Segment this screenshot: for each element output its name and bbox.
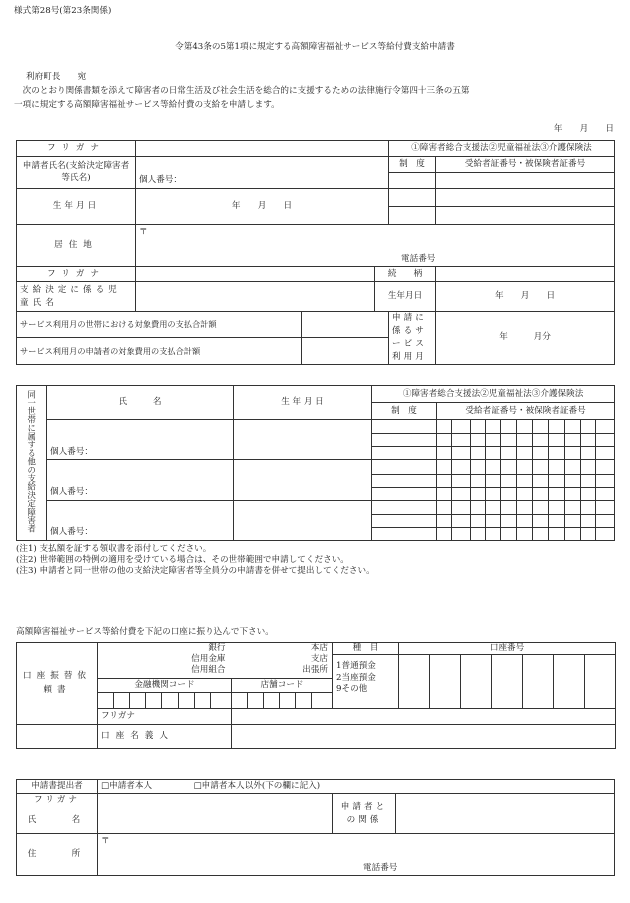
submitter-phone-label: 電話番号	[363, 863, 398, 874]
household-cert-header: 受給者証番号・被保険者証番号	[437, 403, 615, 420]
account-holder-label: 口座名義人	[98, 725, 232, 749]
mynumber-label: 個人番号：	[139, 175, 182, 186]
institution-code-label: 金融機関コード	[98, 679, 232, 693]
form-title: 令第43条の5第1項に規定する高額障害福祉サービス等給付費支給申請書	[175, 42, 455, 52]
birth-label: 生年月日	[17, 189, 136, 225]
branch-code-label: 店舗コード	[232, 679, 333, 693]
address-field[interactable]	[136, 225, 615, 267]
form-number: 様式第28号(第23条関係)	[14, 6, 112, 16]
option-other[interactable]: □申請者本人以外(下の欄に記入)	[193, 781, 321, 792]
relation-field[interactable]	[396, 794, 615, 834]
submitter-postal-mark: 〒	[101, 836, 110, 846]
bank-label: 口座振替依頼書	[17, 643, 98, 725]
member-3-birth[interactable]	[234, 500, 372, 540]
service-month-label: 申請に係るサービス利用月	[389, 312, 436, 365]
furigana-label: フリガナ	[17, 141, 136, 157]
notes	[16, 544, 375, 578]
system-cell-3[interactable]	[389, 207, 436, 225]
cert-number-header: 受給者証番号・被保険者証番号	[436, 157, 615, 173]
note-2: (注2) 世帯範囲の特例の適用を受けている場合は、その世帯範囲で申請してください。	[16, 555, 349, 566]
member-1-birth[interactable]	[234, 420, 372, 460]
application-date: 年 月 日	[553, 124, 614, 134]
submitter-address-label: 住 所	[17, 834, 98, 876]
child-birth-value[interactable]: 年 月 日	[436, 282, 615, 312]
member-2-birth[interactable]	[234, 460, 372, 500]
addressee: 利府町長 宛	[26, 72, 87, 82]
submitter-name-field[interactable]	[98, 794, 333, 834]
member-2-name[interactable]: 個人番号：	[47, 460, 234, 500]
account-number-header: 口座番号	[399, 643, 616, 655]
submitter-address-field[interactable]	[98, 834, 615, 876]
phone-label: 電話番号	[401, 254, 436, 265]
household-total-field[interactable]	[302, 312, 389, 338]
account-holder-field[interactable]	[232, 725, 616, 749]
submitter-furigana-label: フリガナ	[17, 794, 98, 808]
bank-heading: 高額障害福祉サービス等給付費を下記の口座に振り込んで下さい。	[16, 627, 274, 637]
member-1-name[interactable]: 個人番号：	[47, 420, 234, 460]
submitter-options[interactable]	[98, 780, 615, 794]
applicant-name-field[interactable]	[136, 157, 389, 189]
holder-furigana-field[interactable]	[232, 709, 616, 725]
household-total-label: サービス利用月の世帯における対象費用の支払合計額	[17, 312, 302, 338]
household-law-header: ①障害者総合支援法②児童福祉法③介護保険法	[372, 386, 615, 403]
intro-line-1: 次のとおり関係書類を添えて障害者の日常生活及び社会生活を総合的に支援するための法律施行令第四十三条の五第	[14, 86, 470, 96]
cert-cell-2[interactable]	[436, 189, 615, 207]
household-birth-header: 生 年 月 日	[234, 386, 372, 420]
submitter-label: 申請書提出者	[17, 780, 98, 794]
postal-mark: 〒	[139, 227, 148, 237]
child-furigana-field[interactable]	[136, 267, 375, 282]
relationship-label: 続 柄	[375, 267, 436, 282]
child-birth-label: 生年月日	[375, 282, 436, 312]
address-label: 居住地	[17, 225, 136, 267]
branch-name[interactable]: 本店 支店 出張所	[232, 643, 333, 679]
furigana-field[interactable]	[136, 141, 389, 157]
submitter-table	[16, 779, 615, 876]
note-3: (注3) 申請者と同一世帯の他の支給決定障害者等全員分の申請書を併せて提出してください。	[16, 566, 375, 577]
cert-cell-3[interactable]	[436, 207, 615, 225]
service-month-value[interactable]: 年 月分	[436, 312, 615, 365]
note-1: (注1) 支払額を証する領収書を添付してください。	[16, 544, 212, 554]
applicant-name-label: 申請者氏名(支給決定障害者等氏名)	[17, 157, 136, 189]
submitter-name-label: 氏 名	[17, 808, 98, 834]
institution-name[interactable]: 銀行 信用金庫 信用組合	[98, 643, 232, 679]
account-type-options[interactable]: 1普通預金 2当座預金 9その他	[333, 655, 399, 709]
relation-label: 申請者との関係	[333, 794, 396, 834]
child-name-label: 支給決定に係る児童氏名	[17, 282, 136, 312]
intro-line-2: 一項に規定する高額障害福祉サービス等給付費の支給を申請します。	[14, 100, 280, 110]
law-header: ①障害者総合支援法②児童福祉法③介護保険法	[389, 141, 615, 157]
birth-value[interactable]: 年 月 日	[136, 189, 389, 225]
child-furigana-label: フリガナ	[17, 267, 136, 282]
holder-furigana-label: フリガナ	[98, 709, 232, 725]
member-3-name[interactable]: 個人番号：	[47, 500, 234, 540]
bank-table	[16, 642, 616, 749]
household-system-header: 制 度	[372, 403, 437, 420]
system-header: 制 度	[389, 157, 436, 173]
relationship-field[interactable]	[436, 267, 615, 282]
applicant-table	[16, 140, 615, 365]
household-table	[16, 385, 615, 541]
applicant-total-field[interactable]	[302, 337, 389, 364]
applicant-total-label: サービス利用月の申請者の対象費用の支払合計額	[17, 337, 302, 364]
system-cell-2[interactable]	[389, 189, 436, 207]
child-name-field[interactable]	[136, 282, 375, 312]
household-side-label: 同一世帯に属する他の支給決定障害者	[17, 386, 47, 541]
account-type-header: 種 目	[333, 643, 399, 655]
option-self[interactable]: □申請者本人	[101, 781, 153, 792]
household-name-header: 氏 名	[47, 386, 234, 420]
system-cell-1[interactable]	[389, 173, 436, 189]
cert-cell-1[interactable]	[436, 173, 615, 189]
